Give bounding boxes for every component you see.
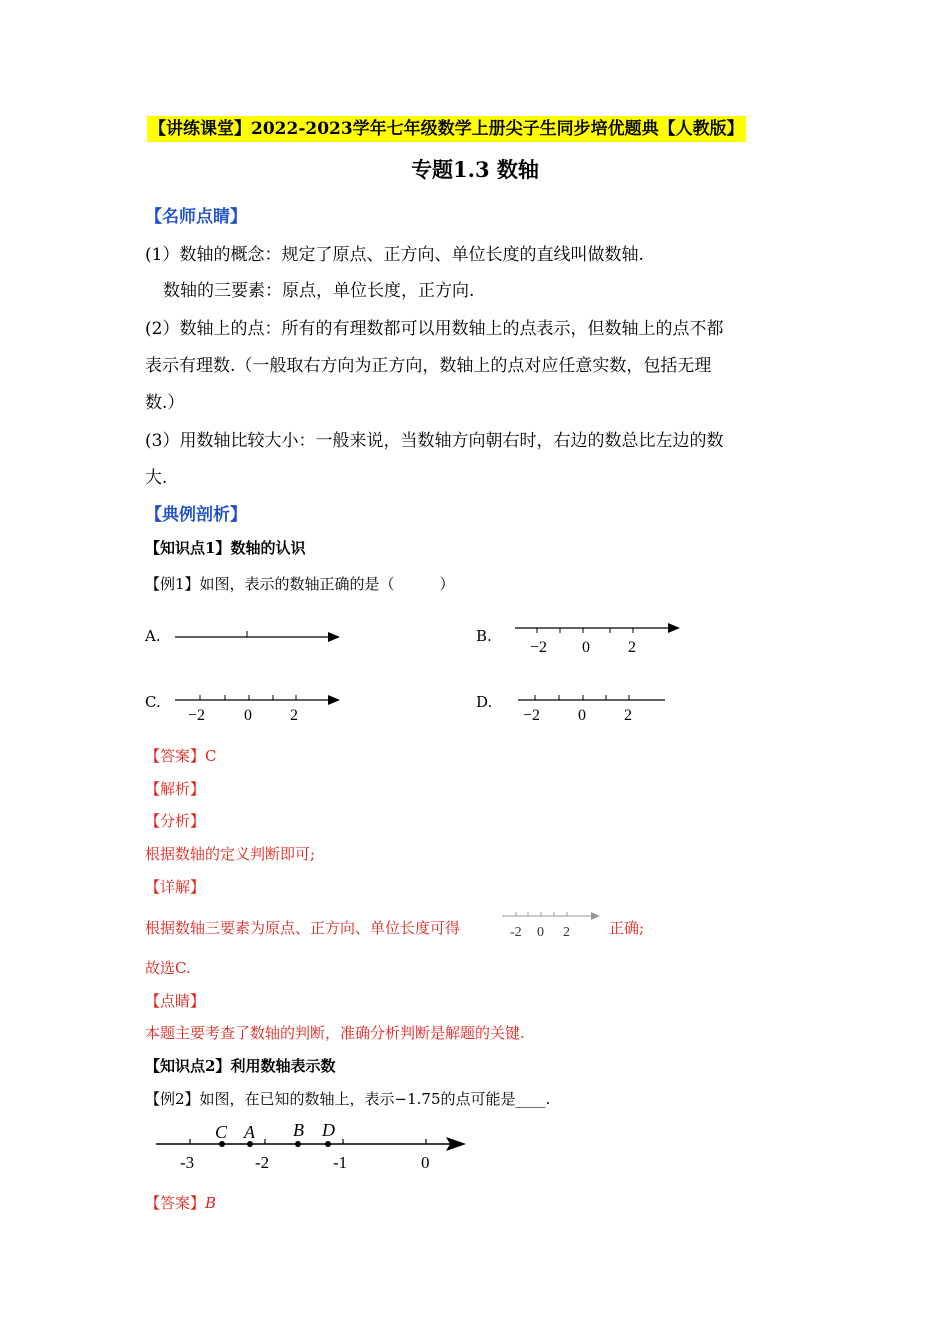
note-paragraph-2b: 表示有理数.（一般取右方向为正方向，数轴上的点对应任意实数，包括无理 [145,356,712,376]
mini-axis-tick-0: 0 [537,925,544,940]
example-2-answer-value: B [205,1194,217,1212]
axis-tick-neg2: -2 [255,1153,270,1172]
example-1-mini-axis [500,908,605,942]
knowledge-point-2: 【知识点2】利用数轴表示数 [145,1057,336,1075]
note-paragraph-1: (1）数轴的概念：规定了原点、正方向、单位长度的直线叫做数轴. [145,245,644,265]
example-1-question: 【例1】如图，表示的数轴正确的是（ ） [145,575,455,593]
option-c-tick-0: 0 [244,707,252,724]
option-c-label: C. [145,693,161,711]
example-2-axis [150,1116,475,1176]
header-banner: 【讲练课堂】2022-2023学年七年级数学上册尖子生同步培优题典【人教版】 [147,116,746,142]
option-b-tick-neg2: −2 [530,639,548,656]
point-c-label: C [215,1122,228,1142]
option-b-label: B. [476,627,492,645]
mini-axis-tick-neg2: -2 [510,925,522,940]
example-1-conclusion: 故选C. [145,959,191,977]
note-paragraph-3a: (3）用数轴比较大小：一般来说，当数轴方向朝右时，右边的数总比左边的数 [145,431,724,451]
option-d-tick-neg2: −2 [523,707,541,724]
point-d-label: D [322,1120,335,1140]
option-d-tick-0: 0 [578,707,586,724]
option-d-label: D. [476,693,493,711]
example-1-dianjing-text: 本题主要考查了数轴的判断，准确分析判断是解题的关键. [145,1024,525,1042]
note-paragraph-3b: 大. [145,468,168,488]
option-d-axis [513,690,673,730]
note-paragraph-2a: (2）数轴上的点：所有的有理数都可以用数轴上的点表示，但数轴上的点不都 [145,319,724,339]
axis-tick-neg3: -3 [180,1153,195,1172]
mini-axis-tick-2: 2 [563,925,570,940]
option-c-axis [170,690,350,730]
examples-heading: 【典例剖析】 [145,505,247,525]
example-2-answer [145,1192,216,1213]
example-1-xiangjie: 【详解】 [145,878,206,896]
option-b-tick-0: 0 [582,639,590,656]
example-1-fenxi: 【分析】 [145,812,206,830]
page-title: 专题1.3 数轴 [411,157,539,182]
option-c-tick-2: 2 [290,707,298,724]
point-a-label: A [244,1122,255,1142]
option-a-axis [170,625,350,650]
option-b-tick-2: 2 [628,639,636,656]
example-1-jiexi: 【解析】 [145,780,206,798]
example-1-xiangjie-tail: 正确; [609,919,645,937]
example-2-answer-prefix: 【答案】 [145,1194,206,1212]
teacher-notes-heading: 【名师点睛】 [145,207,247,227]
example-1-fenxi-text: 根据数轴的定义判断即可; [145,845,316,863]
note-paragraph-2c: 数.） [145,393,185,413]
option-c-tick-neg2: −2 [188,707,206,724]
option-a-label: A. [145,627,161,645]
example-1-xiangjie-text: 根据数轴三要素为原点、正方向、单位长度可得 [145,919,461,937]
option-b-axis [510,618,690,658]
point-b-label: B [293,1120,304,1140]
point-b [295,1141,301,1147]
note-paragraph-1b: 数轴的三要素：原点，单位长度，正方向. [163,281,475,301]
point-d [325,1141,331,1147]
example-2-question: 【例2】如图，在已知的数轴上，表示−1.75的点可能是____. [145,1090,551,1108]
option-d-tick-2: 2 [624,707,632,724]
axis-tick-neg1: -1 [333,1153,348,1172]
example-1-answer: 【答案】C [145,747,217,765]
axis-tick-0: 0 [421,1153,430,1172]
example-1-dianjing: 【点睛】 [145,992,206,1010]
knowledge-point-1: 【知识点1】数轴的认识 [145,539,306,557]
